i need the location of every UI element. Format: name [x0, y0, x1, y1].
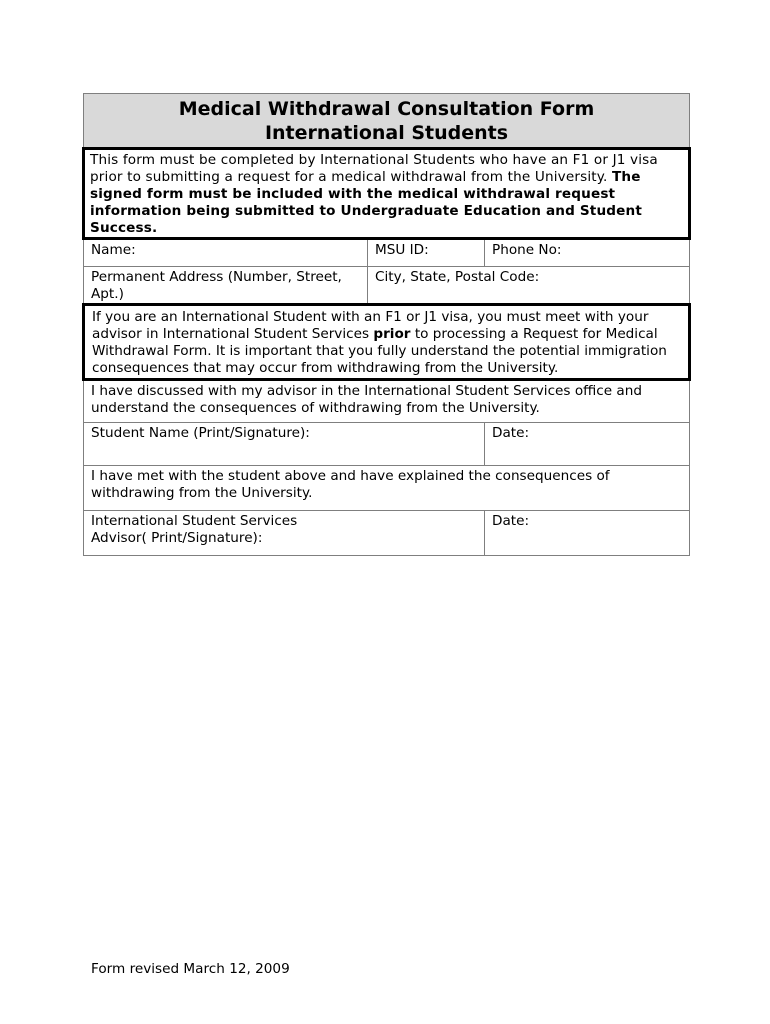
- name-label: Name:: [91, 242, 136, 258]
- form-title: [84, 94, 690, 149]
- student-signature-label: Student Name (Print/Signature):: [91, 425, 310, 441]
- instructions-text: This form must be completed by International Students who have an F1 or J1 visa prior to submitting a request for a medical withdrawal from the University.: [90, 152, 658, 185]
- phone-field[interactable]: [485, 239, 690, 267]
- address-field[interactable]: [84, 267, 368, 305]
- student-signature-field[interactable]: [84, 423, 485, 466]
- advisor-notice-bold-word: prior: [373, 326, 411, 342]
- form-title-line-2: International Students: [264, 122, 509, 144]
- consultation-form: [82, 93, 691, 556]
- advisor-date-field[interactable]: [485, 511, 690, 556]
- form-title-line-1: Medical Withdrawal Consultation Form: [178, 98, 595, 120]
- msu-id-field[interactable]: [368, 239, 485, 267]
- advisor-meeting-notice: [84, 305, 690, 380]
- advisor-signature-label-line-1: International Student Services: [91, 513, 298, 529]
- advisor-signature-label-line-2: Advisor( Print/Signature):: [91, 530, 263, 546]
- instructions-notice: [84, 149, 690, 239]
- advisor-signature-field[interactable]: [84, 511, 485, 556]
- student-date-label: Date:: [492, 425, 530, 441]
- advisor-notice-text-before: If you are an International Student with an F1 or J1 visa, you must meet with your advisor in International Student Services: [92, 309, 649, 342]
- advisor-statement-text: I have met with the student above and have explained the consequences of withdrawing from the University.: [91, 468, 610, 501]
- form-revision-footer: Form revised March 12, 2009: [91, 961, 290, 977]
- msu-id-label: MSU ID:: [375, 242, 429, 258]
- instructions-bold-text: The signed form must be included with the medical withdrawal request information being submitted to Undergraduate Education and Student Success.: [90, 169, 643, 236]
- phone-label: Phone No:: [492, 242, 562, 258]
- advisor-notice-text-after: to processing a Request for Medical Withdrawal Form. It is important that you fully understand the potential immigration consequences that may occur from withdrawing from the University.: [92, 326, 667, 376]
- student-statement: [84, 380, 690, 423]
- address-label: Permanent Address (Number, Street, Apt.): [91, 269, 342, 302]
- name-field[interactable]: [84, 239, 368, 267]
- student-date-field[interactable]: [485, 423, 690, 466]
- student-statement-text: I have discussed with my advisor in the International Student Services office and understand the consequences of withdrawing from the University.: [91, 383, 643, 416]
- city-state-postal-label: City, State, Postal Code:: [375, 269, 540, 285]
- advisor-statement: [84, 466, 690, 511]
- city-state-postal-field[interactable]: [368, 267, 690, 305]
- advisor-date-label: Date:: [492, 513, 530, 529]
